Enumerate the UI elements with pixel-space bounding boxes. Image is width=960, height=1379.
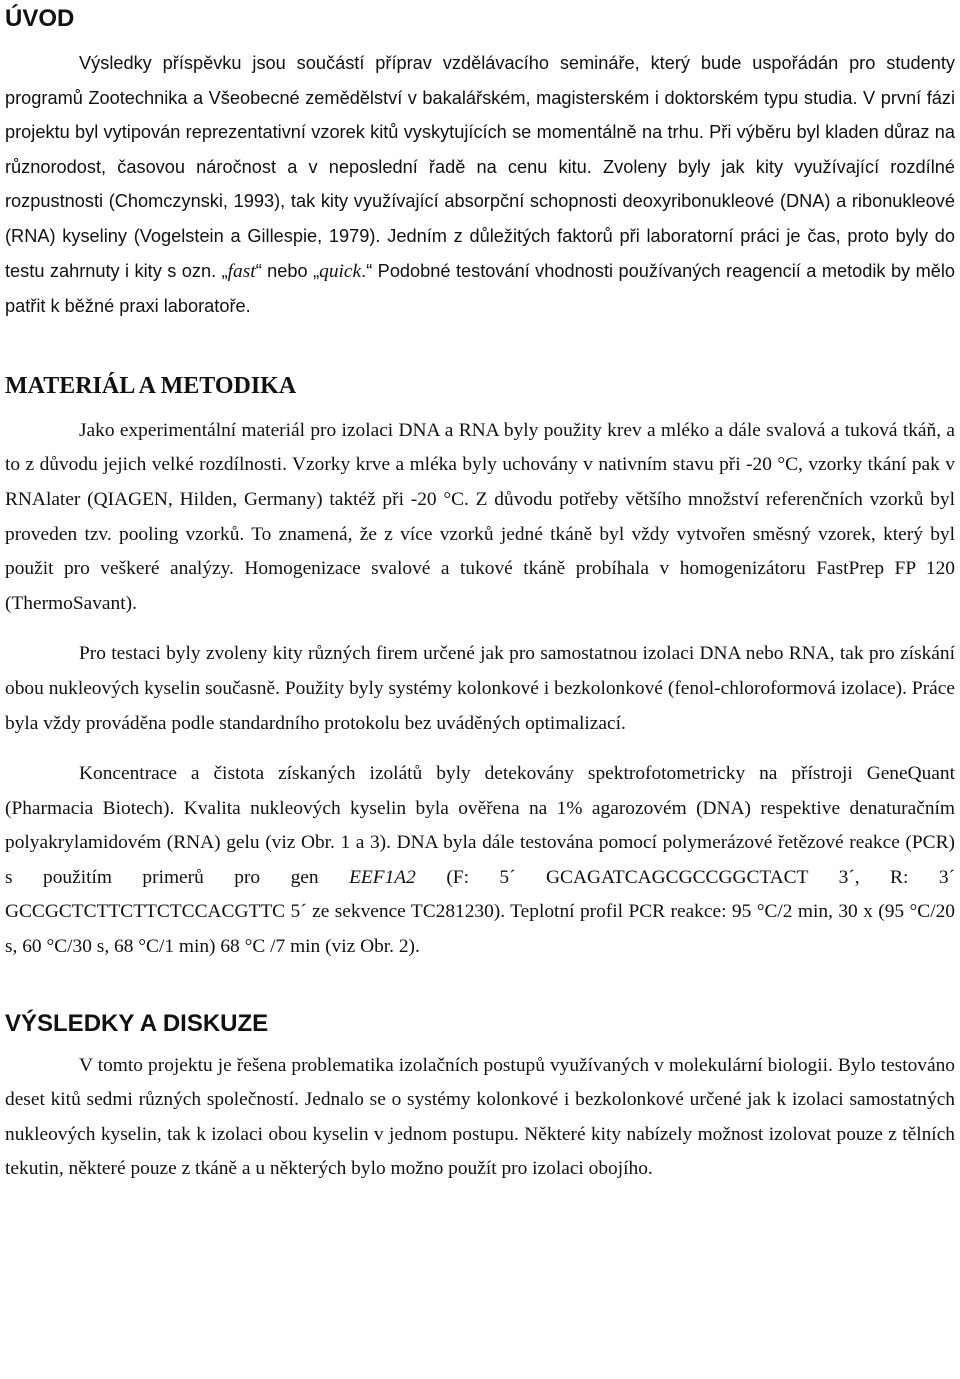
section-heading-material: MATERIÁL A METODIKA xyxy=(5,372,297,399)
term-quick: quick xyxy=(319,260,362,282)
paragraph-uvod xyxy=(5,46,955,324)
material-3-text-1: Koncentrace a čistota získaných izolátů byly detekovány spektrofotometricky na přístroji GeneQuant (Pharmacia Biotech). Kvalita nukleových kyselin byla ověřena na 1% agarozovém (DNA) respektive denaturačním polyakrylamidovém (RNA) gelu (viz Obr. 1 a 3). DNA byla dále testována pomocí polymerázové řetězové reakce (PCR) s použitím primerů pro gen xyxy=(5,763,955,888)
section-heading-vysledky: VÝSLEDKY A DISKUZE xyxy=(5,1009,269,1037)
paragraph-material-2: Pro testaci byly zvoleny kity různých firem určené jak pro samostatnou izolaci DNA nebo RNA, tak pro získání obou nukleových kyselin současně. Použity byly systémy kolonkové i bezkolonkové (fenol-chloroformová izolace). Práce byla vždy prováděna podle standardního protokolu bez uváděných optimalizací. xyxy=(5,643,955,734)
uvod-text-3: .“ Podobné testování vhodnosti používaných reagencií a metodik by mělo patřit k běžné praxi laboratoře. xyxy=(5,260,956,317)
paragraph-material-3 xyxy=(5,757,955,965)
paragraph-vysledky-1: V tomto projektu je řešena problematika izolačních postupů využívaných v molekulární biologii. Bylo testováno deset kitů sedmi různých společností. Jednalo se o systémy kolonkové i bezkolonkové určené jak k izolaci samostatných nukleových kyselin, tak k izolaci obou kyselin v jednom postupu. Některé kity nabízely možnost izolovat pouze z tělních tekutin, některé pouze z tkáně a u některých bylo možno použít pro izolaci obojího. xyxy=(5,1054,955,1180)
uvod-text-2: “ nebo „ xyxy=(255,260,320,281)
material-3-text-2: (F: 5´ GCAGATCAGCGCCGGCTACT 3´, R: 3´ GCCGCTCTTCTTCTCCACGTTC 5´ ze sekvence TC281230). Teplotní profil PCR reakce: 95 °C/2 min, 30 x (95 °C/20 s, 60 °C/30 s, 68 °C/1 min) 68 °C /7 min (viz Obr. 2). xyxy=(5,866,955,958)
paragraph-material-1: Jako experimentální materiál pro izolaci DNA a RNA byly použity krev a mléko a dále svalová a tuková tkáň, a to z důvodu jejich velké rozdílnosti. Vzorky krve a mléka byly uchovány v nativním stavu při -20 °C, vzorky tkání pak v RNAlater (QIAGEN, Hilden, Germany) taktéž při -20 °C. Z důvodu potřeby většího množství referenčních vzorků byl proveden tzv. pooling vzorků. To znamená, že z více vzorků jedné tkáně byl vždy vytvořen směsný vzorek, který byl použit pro veškeré analýzy. Homogenizace svalové a tukové tkáně probíhala v homogenizátoru FastPrep FP 120 (ThermoSavant). xyxy=(5,419,955,614)
term-fast: fast xyxy=(227,260,256,282)
document-page xyxy=(5,0,955,1187)
section-heading-uvod: ÚVOD xyxy=(5,5,75,32)
gene-name: EEF1A2 xyxy=(349,866,416,888)
uvod-text-1: Výsledky příspěvku jsou součástí příprav vzdělávacího semináře, který bude uspořádán pro studenty programů Zootechnika a Všeobecné zemědělství v bakalářském, magisterském i doktorském typu studia. V první fázi projektu byl vytipován reprezentativní vzorek kitů vyskytujících se momentálně na trhu. Při výběru byl kladen důraz na různorodost, časovou náročnost a v neposlední řadě na cenu kitu. Zvoleny byly jak kity využívající rozdílné rozpustnosti (Chomczynski, 1993), tak kity využívající absorpční schopnosti deoxyribonukleové (DNA) a ribonukleové (RNA) kyseliny (Vogelstein a Gillespie, 1979). Jedním z důležitých faktorů při laboratorní práci je čas, proto byly do testu zahrnuty i kity s ozn. „ xyxy=(5,53,955,281)
